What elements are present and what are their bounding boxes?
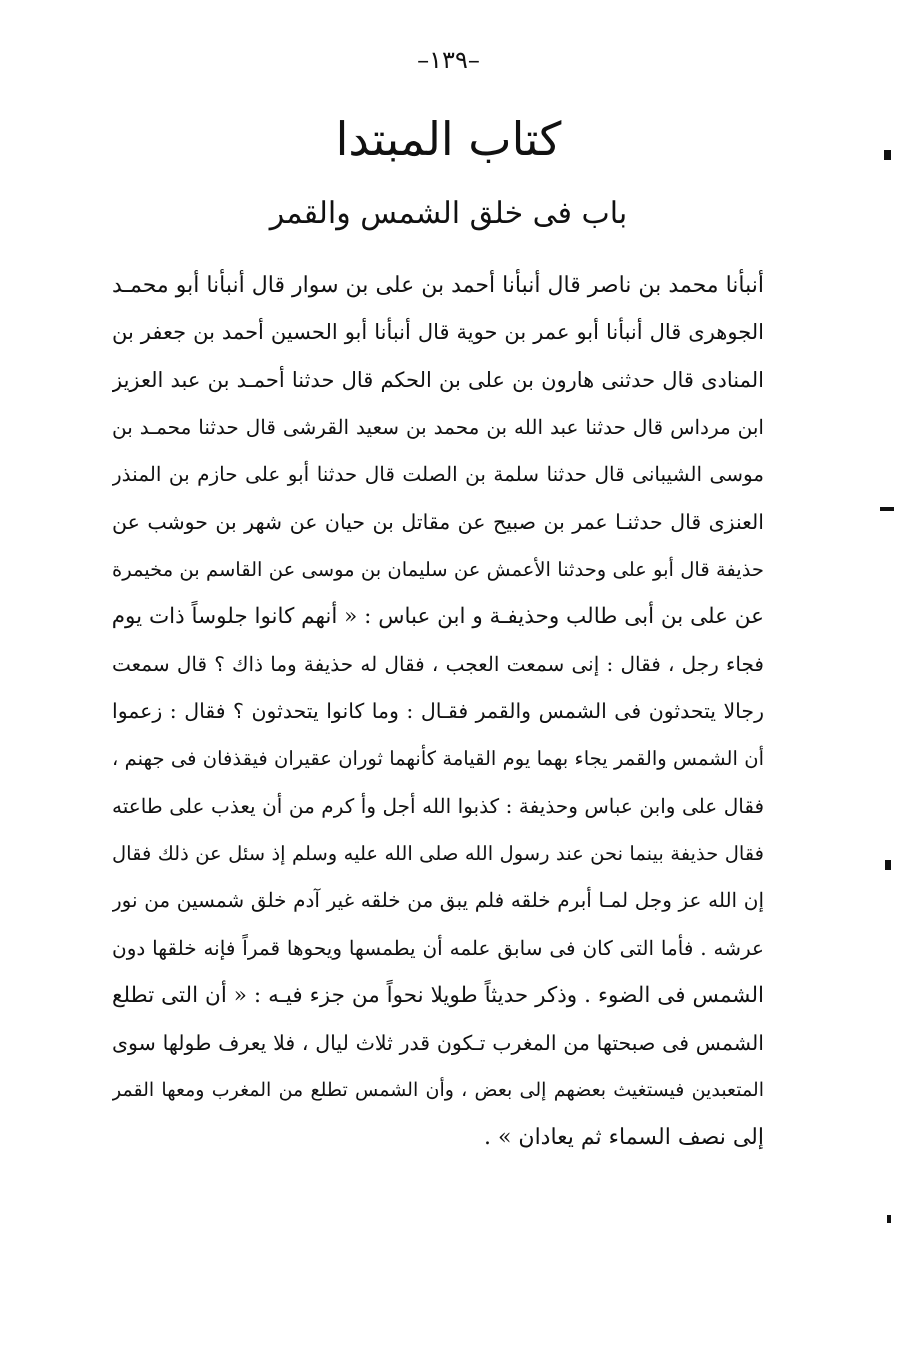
margin-mark [885, 860, 891, 870]
text-line-last: إلى نصف السماء ثم يعادان » . [483, 1125, 764, 1151]
text-line: فجاء رجل ، فقال : إنى سمعت العجب ، فقال له حذيفة وما ذاك ؟ قال سمعت [112, 651, 764, 676]
body-text [112, 262, 764, 1162]
text-line: المتعبدين فيستغيث بعضهم إلى بعض ، وأن الشمس تطلع من المغرب ومعها القمر [112, 1078, 764, 1101]
page-number: –١٣٩– [417, 46, 480, 74]
margin-mark [884, 150, 891, 160]
text-line: العنزى قال حدثنـا عمر بن صبيح عن مقاتل بن حيان عن شهر بن حوشب عن [112, 509, 764, 534]
text-line: إن الله عز وجل لمـا أبرم خلقه فلم يبق من خلقه غير آدم خلق شمسين من نور [112, 888, 764, 913]
text-line: المنادى قال حدثنى هارون بن على بن الحكم قال حدثنا أحمـد بن عبد العزيز [112, 367, 764, 392]
margin-mark [887, 1215, 891, 1223]
text-line: ابن مرداس قال حدثنا عبد الله بن محمد بن سعيد القرشى قال حدثنا محمـد بن [112, 415, 764, 440]
text-line: رجالا يتحدثون فى الشمس والقمر فقـال : وما كانوا يتحدثون ؟ فقال : زعموا [112, 699, 764, 724]
text-line: أنبأنا محمد بن ناصر قال أنبأنا أحمد بن على بن سوار قال أنبأنا أبو محمـد [112, 273, 764, 298]
text-line: الشمس فى الضوء . وذكر حديثاً طويلا نحواً من جزء فيـه : « أن التى تطلع [112, 983, 764, 1009]
text-line: عن على بن أبى طالب وحذيفـة و ابن عباس : « أنهم كانوا جلوساً ذات يوم [112, 604, 764, 630]
text-line: الجوهرى قال أنبأنا أبو عمر بن حوية قال أنبأنا أبو الحسين أحمد بن جعفر بن [112, 320, 764, 345]
chapter-heading: باب فى خلق الشمس والقمر [269, 196, 628, 231]
text-line: فقال على وابن عباس وحذيفة : كذبوا الله أجل وأ كرم من أن يعذب على طاعته [112, 793, 764, 818]
text-line: فقال حذيفة بينما نحن عند رسول الله صلى الله عليه وسلم إذ سئل عن ذلك فقال [112, 842, 764, 866]
margin-mark [880, 507, 894, 511]
text-line: حذيفة قال أبو على وحدثنا الأعمش عن سليمان بن موسى عن القاسم بن مخيمرة [112, 558, 764, 582]
text-line: عرشه . فأما التى كان فى سابق علمه أن يطمسها ويحوها قمراً فإنه خلقها دون [112, 935, 764, 960]
book-title: كتاب المبتدا [335, 112, 562, 166]
text-line: الشمس فى صبحتها من المغرب تـكون قدر ثلاث ليال ، فلا يعرف طولها سوى [112, 1030, 764, 1055]
text-line: موسى الشيبانى قال حدثنا سلمة بن الصلت قال حدثنا أبو على حازم بن المنذر [112, 462, 764, 487]
text-line: أن الشمس والقمر يجاء بهما يوم القيامة كأنهما ثوران عقيران فيقذفان فى جهنم ، [112, 747, 764, 771]
